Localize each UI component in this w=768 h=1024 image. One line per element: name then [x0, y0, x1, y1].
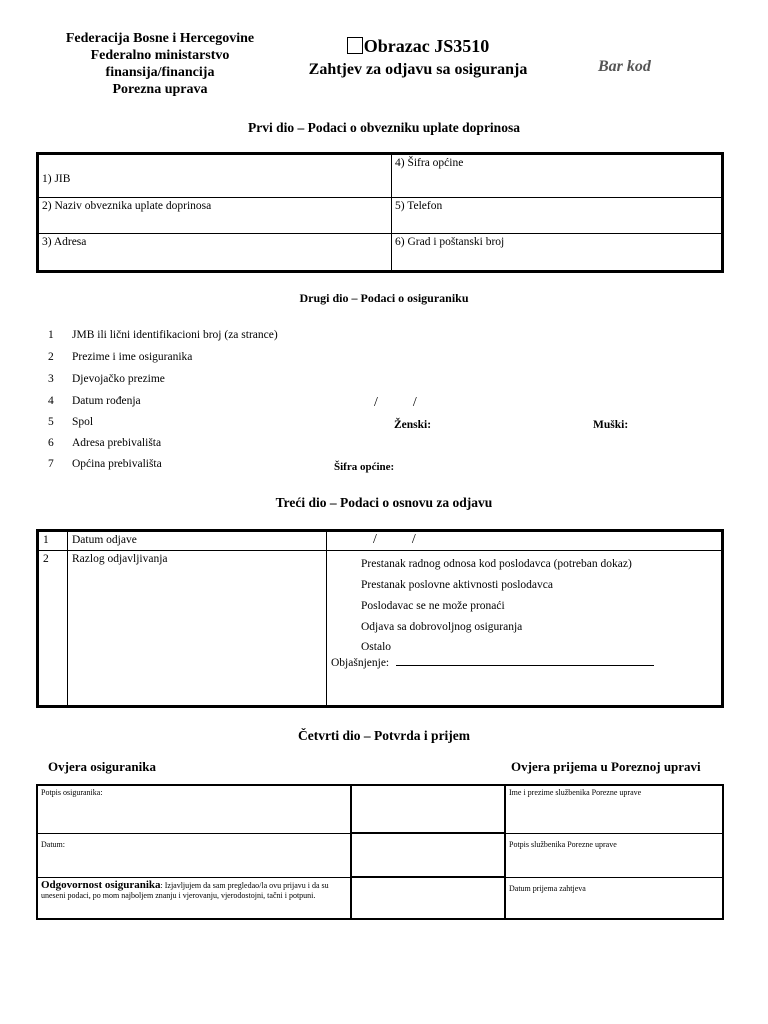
ovjera-prijema-heading: Ovjera prijema u Poreznoj upravi: [511, 759, 701, 774]
odjava-table: [36, 529, 724, 708]
obveznik-table: [36, 152, 724, 273]
datum-rodjenja-field[interactable]: / /: [374, 395, 417, 410]
razlog-options: [327, 551, 723, 707]
ime-sluzbenika-field[interactable]: Ime i prezime službenika Porezne uprave: [505, 785, 723, 833]
razlog-odjave-label: Razlog odjavljivanja: [68, 551, 327, 707]
razlog-option[interactable]: Prestanak radnog odnosa kod poslodavca (potreban dokaz): [361, 558, 632, 570]
odgovornost-osiguranika: Odgovornost osiguranika: Izjavljujem da sam pregledao/la ovu prijavu i da su uneseni podaci, po mom najboljem znanju i vjerovanju, vjerodostojni, tačni i potpuni.: [37, 877, 351, 919]
form-code: Obrazac JS3510: [363, 36, 490, 56]
row-number: 1: [38, 531, 68, 551]
razlog-option[interactable]: Poslodavac se ne može pronaći: [361, 600, 505, 612]
potvrda-table: [36, 784, 724, 920]
issuer-line: finansija/financija: [105, 65, 215, 80]
ovjera-osiguranika-heading: Ovjera osiguranika: [48, 759, 156, 774]
objasnjenje-label: Objašnjenje:: [331, 657, 390, 669]
potpis-sluzbenika-field[interactable]: Potpis službenika Porezne uprave: [505, 833, 723, 877]
datum-prijema-field[interactable]: Datum prijema zahtjeva: [505, 877, 723, 919]
spol-muski-option[interactable]: Muški:: [593, 419, 629, 431]
form-title-block: [288, 36, 548, 79]
barcode-placeholder: Bar kod: [598, 58, 651, 75]
jib-field[interactable]: 1) JIB: [38, 154, 392, 198]
issuer-line: Federacija Bosne i Hercegovine: [65, 31, 255, 46]
section-title-prvi: Prvi dio – Podaci o obvezniku uplate doprinosa: [248, 120, 520, 135]
odgovornost-box[interactable]: [351, 877, 505, 919]
section-title-drugi: Drugi dio – Podaci o osiguraniku: [299, 291, 469, 305]
issuer-block: [40, 30, 280, 98]
spol-zenski-option[interactable]: Ženski:: [394, 419, 432, 431]
sifra-opcine-label: Šifra općine:: [334, 461, 395, 473]
datum-box[interactable]: [351, 833, 505, 877]
issuer-line: Porezna uprava: [112, 82, 208, 97]
telefon-field[interactable]: 5) Telefon: [392, 198, 723, 234]
row-number: 2: [38, 551, 68, 707]
sifra-opcine-field[interactable]: 4) Šifra općine: [392, 154, 723, 198]
naziv-obveznika-field[interactable]: 2) Naziv obveznika uplate doprinosa: [38, 198, 392, 234]
form-title: Zahtjev za odjavu sa osiguranja: [308, 61, 528, 78]
datum-odjave-field[interactable]: / /: [327, 531, 723, 551]
datum-odjave-label: Datum odjave: [68, 531, 327, 551]
potpis-osiguranika-box[interactable]: [351, 785, 505, 833]
razlog-option[interactable]: Odjava sa dobrovoljnog osiguranja: [361, 621, 523, 633]
potpis-osiguranika-field[interactable]: Potpis osiguranika:: [37, 785, 351, 833]
datum-field[interactable]: Datum:: [37, 833, 351, 877]
objasnjenje-input[interactable]: [396, 656, 654, 666]
objasnjenje-row: [331, 656, 721, 670]
razlog-option[interactable]: Ostalo: [361, 641, 392, 653]
razlog-option[interactable]: Prestanak poslovne aktivnosti poslodavca: [361, 579, 553, 591]
section-title-cetvrti: Četvrti dio – Potvrda i prijem: [297, 728, 471, 743]
issuer-line: Federalno ministarstvo: [90, 48, 230, 63]
adresa-field[interactable]: 3) Adresa: [38, 234, 392, 272]
grad-postanski-broj-field[interactable]: 6) Grad i poštanski broj: [392, 234, 723, 272]
checkbox-icon: [347, 37, 363, 54]
section-title-treci: Treći dio – Podaci o osnovu za odjavu: [275, 495, 493, 510]
